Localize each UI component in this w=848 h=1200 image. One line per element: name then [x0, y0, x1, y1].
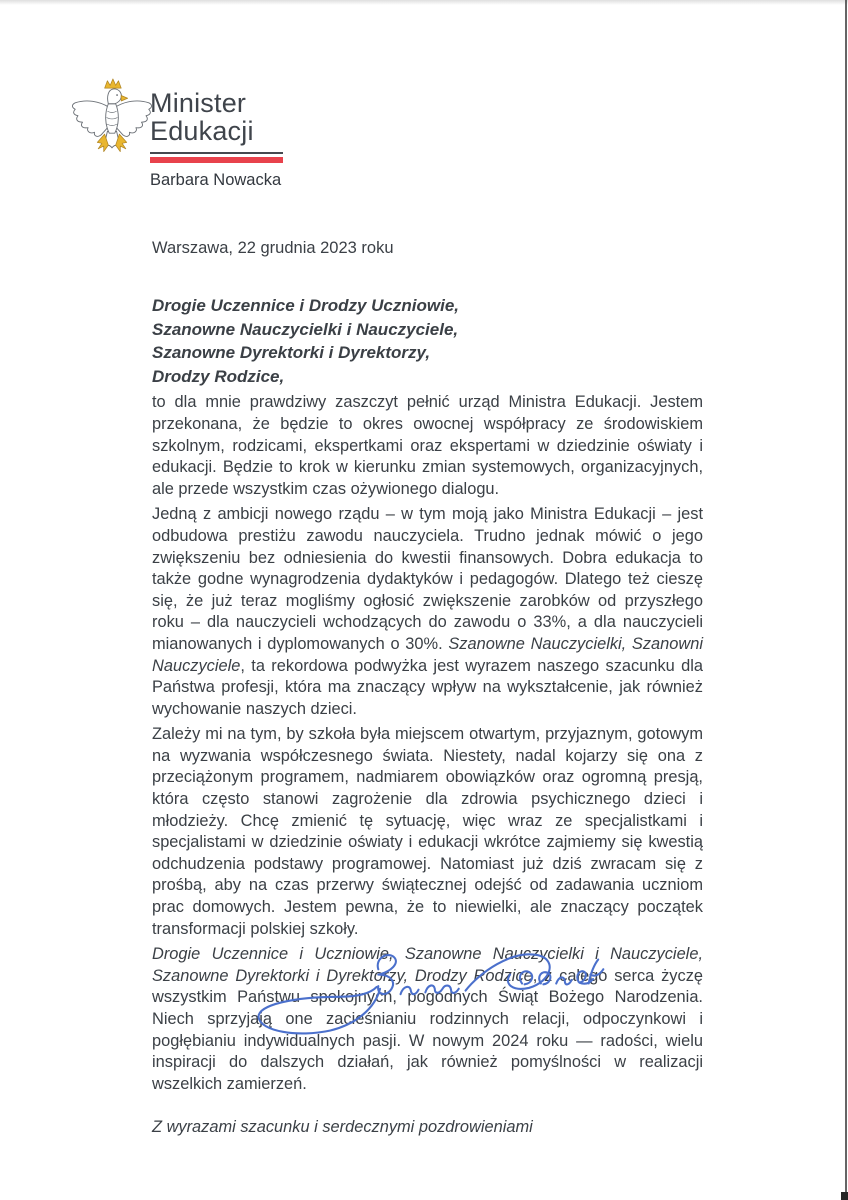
- salutation: [152, 294, 703, 388]
- salutation-line: Drodzy Rodzice,: [152, 366, 285, 386]
- scan-edge-artifact-top: [0, 0, 848, 5]
- paragraph-segment: to dla mnie prawdziwy zaszczyt pełnić urząd Ministra Edukacji. Jestem przekonana, że będzie to okres owocnej współpracy ze środowiskiem szkolnym, rodzicami, ekspertkami oraz ekspertami w dziedzinie oświaty i edukacji. Będzie to krok w kierunku zmian systemowych, organizacyjnych, ale przede wszystkim czas ożywionego dialogu.: [152, 393, 703, 498]
- header-rule-dark: [150, 152, 283, 154]
- paragraph-segment: Drogie Uczennice i Uczniowie, Szanowne Nauczycielki i Nauczyciele, Szanowne Dyrektorki i Dyrektorzy, Drodzy Rodzice: [152, 945, 703, 985]
- closing-line: Z wyrazami szacunku i serdecznymi pozdrowieniami: [152, 1118, 533, 1137]
- minister-name: Barbara Nowacka: [150, 171, 282, 189]
- eagle-beak: [121, 95, 127, 101]
- eagle-eye: [116, 94, 118, 96]
- date-line: Warszawa, 22 grudnia 2023 roku: [152, 239, 394, 257]
- salutation-line: Szanowne Dyrektorki i Dyrektorzy,: [152, 343, 431, 363]
- paragraph-segment: Szanowne Nauczycielki, Szanowni Nauczyciele: [152, 634, 704, 675]
- salutation-line: Drogie Uczennice i Drodzy Uczniowie,: [152, 296, 460, 315]
- ministry-title-line1: Minister: [150, 88, 247, 118]
- paragraph: [152, 504, 703, 720]
- salutation-line: Szanowne Nauczycielki i Nauczyciele,: [152, 319, 459, 339]
- paragraph-segment: , z całego serca życzę wszystkim Państwu spokojnych, pogodnych Świąt Bożego Narodzenia. Niech sprzyjają one zacieśnianiu rodzinnych relacji, odpoczynkowi i pogłębianiu indywidualnych pasji. W nowym 2024 roku — radości, wielu inspiracji do dalszych działań, jak również pomyślności w realizacji wszelkich zamierzeń.: [152, 966, 703, 1093]
- ministry-title-line2: Edukacji: [150, 116, 254, 146]
- polish-eagle-emblem: [66, 78, 158, 170]
- scan-edge-artifact-right: [845, 0, 847, 1200]
- eagle-crown: [105, 79, 122, 88]
- handwritten-signature: [250, 948, 605, 1050]
- paragraph-segment: Jedną z ambicji nowego rządu – w tym moją jako Ministra Edukacji – jest odbudowa prestiżu zawodu nauczyciela. Trudno jednak mówić o jego zwiększeniu bez odniesienia do kwestii finansowych. Dobra edukacja to także godne wynagrodzenia dydaktyków i pedagogów. Dlatego też cieszę się, że już teraz mogliśmy ogłosić zwiększenie zarobków od przyszłego roku – dla nauczycieli wchodzących do zawodu o 33%, a dla nauczycieli mianowanych i dyplomowanych o 30%.: [152, 505, 703, 653]
- scan-corner-artifact: [841, 1192, 848, 1200]
- paragraph: [152, 392, 703, 500]
- paragraph: [152, 724, 703, 940]
- ministry-title: [150, 89, 254, 145]
- header-rule-red: [150, 157, 283, 163]
- paragraph-segment: Zależy mi na tym, by szkoła była miejscem otwartym, przyjaznym, gotowym na wyzwania współczesnego świata. Niestety, nadal kojarzy się ona z przeciążonym programem, nadmiarem obowiązków oraz ogromną presją, która często stanowi zagrożenie dla zdrowia psychicznego dzieci i młodzieży. Chcę zmienić tę sytuację, więc wraz ze specjalistkami i specjalistami w dziedzinie oświaty i edukacji wkrótce zajmiemy się kwestią odchudzenia podstawy programowej. Natomiast już dziś zwracam się z prośbą, aby na czas przerwy świątecznej odejść od zadawania uczniom prac domowych. Jestem pewna, że to niewielki, ale znaczący początek transformacji polskiej szkoły.: [152, 725, 703, 938]
- paragraph-segment: , ta rekordowa podwyżka jest wyrazem naszego szacunku dla Państwa profesji, która ma znaczący wpływ na wykształcenie, jak również wychowanie naszych dzieci.: [152, 656, 703, 718]
